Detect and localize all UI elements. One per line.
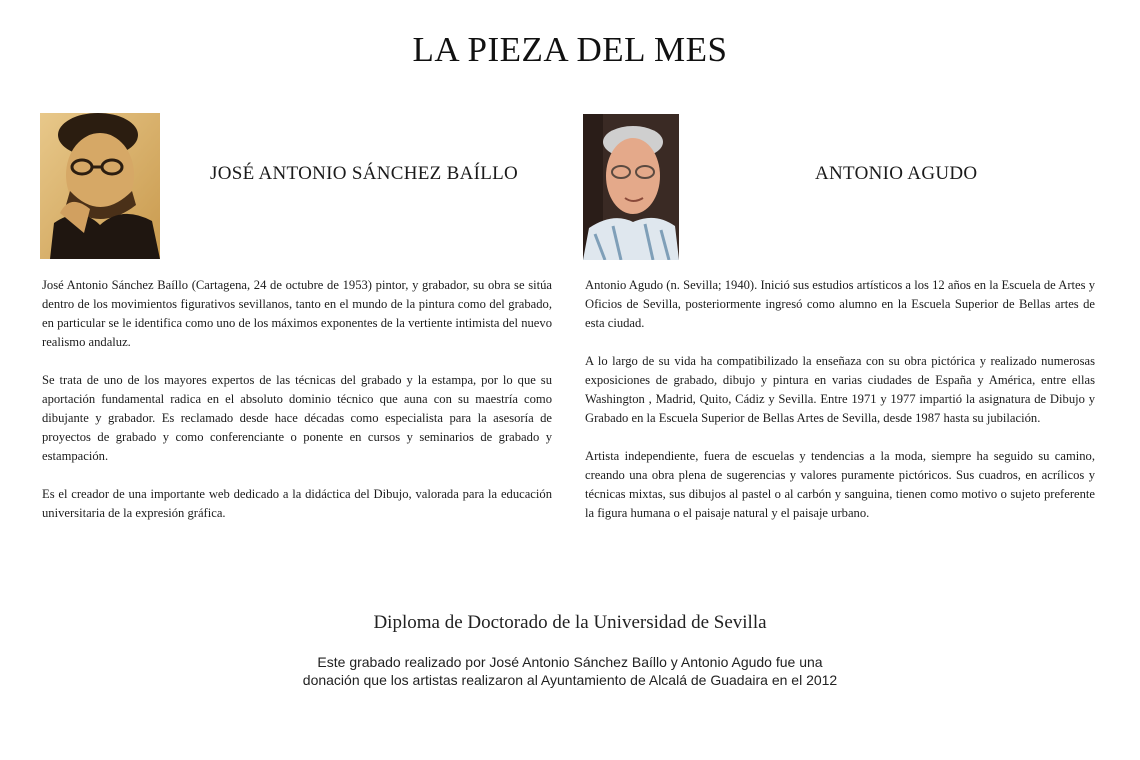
sepia-portrait-photo-icon [40,113,160,259]
bio-antonio-agudo [585,276,1095,542]
donation-note-line: Este grabado realizado por José Antonio Sánchez Baíllo y Antonio Agudo fue una [317,654,823,670]
artist-name-sanchez-baillo: JOSÉ ANTONIO SÁNCHEZ BAÍLLO [210,163,519,184]
bio-paragraph: Es el creador de una importante web dedicado a la didáctica del Dibujo, valorada para la educación universitaria de la expresión gráfica. [42,487,552,520]
bio-paragraph: Se trata de uno de los mayores expertos de las técnicas del grabado y la estampa, por lo que su aportación fundamental radica en el absoluto dominio técnico que auna con su maestría como dibujante y grabador. Es reclamado desde hace décadas como especialista para la asesoría de proyectos de grabado y como conferenciante o ponente en cursos y seminarios de grabado y estampación. [42,373,552,463]
bio-paragraph: Artista independiente, fuera de escuelas y tendencias a la moda, siempre ha seguido su camino, creando una obra plena de sugerencias y valores puramente pictóricos. Sus cuadros, en acrílicos y técnicas mixtas, sus dibujos al pastel o al carbón y sanguina, tienen como motivo o sujeto preferente la figura humana o el paisaje natural y el paisaje urbano. [585,449,1095,520]
page-title: LA PIEZA DEL MES [412,30,728,69]
bio-paragraph: José Antonio Sánchez Baíllo (Cartagena, 24 de octubre de 1953) pintor, y grabador, su obra se sitúa dentro de los movimientos figurativos sevillanos, tanto en el mundo de la pintura como del grabado, en particular se le identifica como uno de los máximos exponentes de la vertiente intimista del nuevo realismo andaluz. [42,278,552,349]
bio-paragraph: Antonio Agudo (n. Sevilla; 1940). Inició sus estudios artísticos a los 12 años en la Escuela de Artes y Oficios de Sevilla, posteriormente ingresó como alumno en la Escuela Superior de Bellas artes de esta ciudad. [585,278,1095,330]
diploma-heading: Diploma de Doctorado de la Universidad de Sevilla [373,612,767,633]
bio-sanchez-baillo [42,276,552,542]
bio-paragraph: A lo largo de su vida ha compatibilizado la enseñaza con su obra pictórica y realizado numerosas exposiciones de grabado, dibujo y pintura en varias ciudades de España y América, entre ellas Washington , Madrid, Quito, Cádiz y Sevilla. Entre 1971 y 1977 impartió la asignatura de Dibujo y Grabado en la Escuela Superior de Bellas Artes de Sevilla, desde 1987 hasta su jubilación. [585,354,1095,425]
donation-note-line: donación que los artistas realizaron al Ayuntamiento de Alcalá de Guadaira en el 2012 [302,672,838,688]
color-portrait-photo-icon [583,114,679,260]
portrait-antonio-agudo [583,114,679,260]
portrait-sanchez-baillo [40,113,160,259]
artist-name-antonio-agudo: ANTONIO AGUDO [815,163,978,184]
donation-note [0,653,1140,689]
